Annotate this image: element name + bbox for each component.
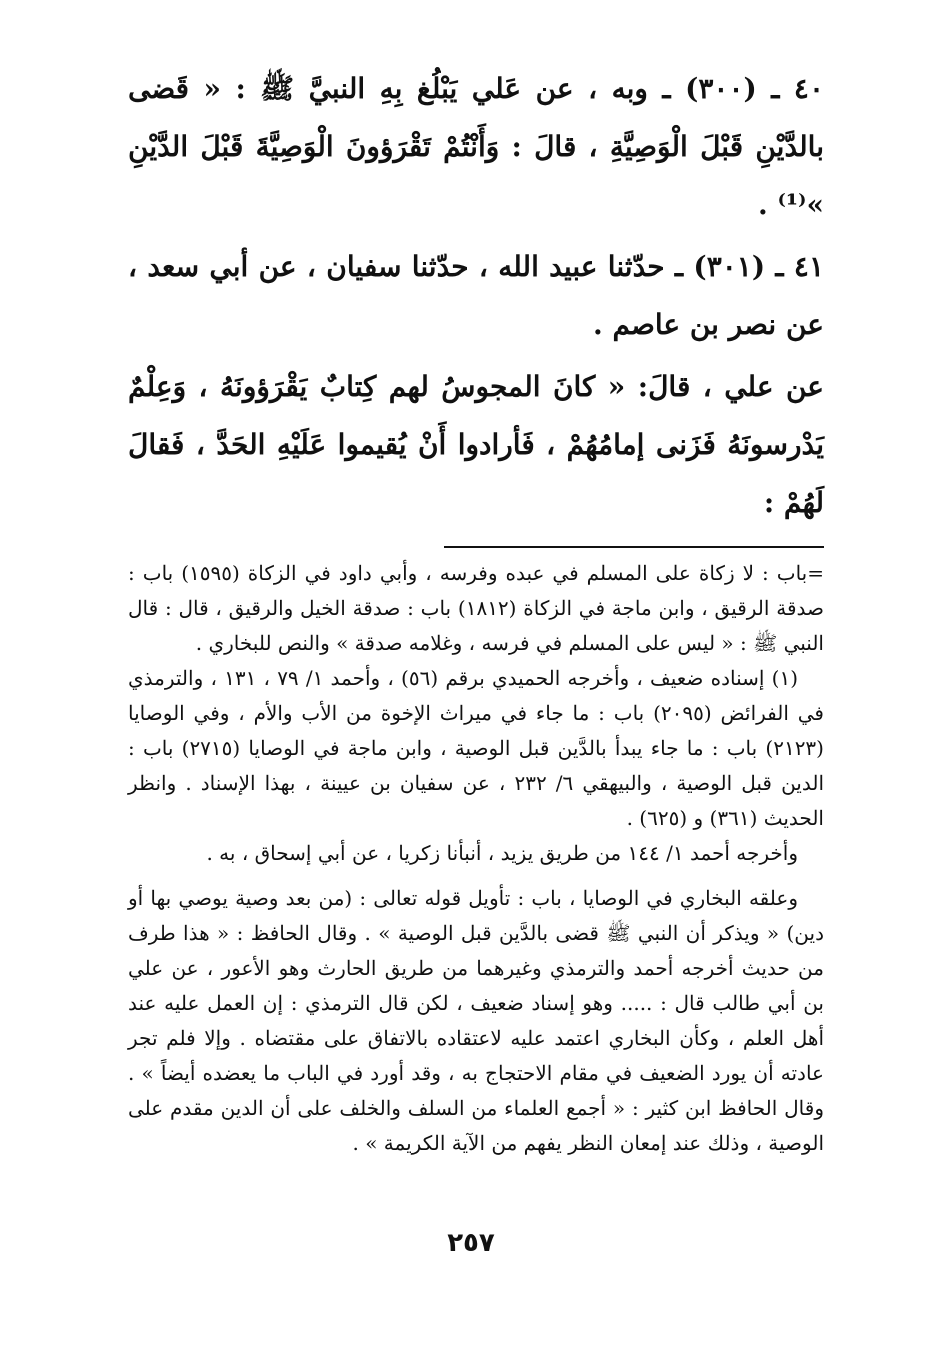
footnote-continuation: =باب : لا زكاة على المسلم في عبده وفرسه ، وأبي داود في الزكاة (١٥٩٥) باب : صدقة الرقيق ، وابن ماجة في الزكاة (١٨١٢) باب : صدقة الخيل والرقيق ، قال : قال النبي ﷺ : « ليس على المسلم في فرسه ، وغلامه صدقة » والنص للبخاري . [128,561,824,655]
hadith-41-matn: عن علي ، قالَ: « كانَ المجوسُ لهم كِتابٌ يَقْرَؤونَهُ ، وَعِلْمٌ يَدْرسونَهُ فَزَنى إمامُهُمْ ، فَأرادوا أَنْ يُقيموا عَلَيْهِ الحَدَّ ، فَقالَ لَهُمْ : [128,370,824,519]
hadith-40: ٤٠ ـ (٣٠٠) ـ وبه ، عن عَلي يَبْلُغ بِهِ النبيَّ ﷺ : « قَضى بالدَّيْنِ قَبْلَ الْوَصِيَّةِ ، قالَ : وَأَنْتُمْ تَقْرَؤونَ الْوَصِيَّةَ قَبْلَ الدَّيْنِ »⁽¹⁾ . [128,72,824,221]
hadith-41-isnad: ٤١ ـ (٣٠١) ـ حدّثنا عبيد الله ، حدّثنا سفيان ، عن أبي سعد ، عن نصر بن عاصم . [128,250,824,341]
footnote-1: (١) إسناده ضعيف ، وأخرجه الحميدي برقم (٥٦) ، وأحمد ١/ ٧٩ ، ١٣١ ، والترمذي في الفرائض (٢٠٩٥) باب : ما جاء في ميراث الإخوة من الأب والأم ، وفي الوصايا (٢١٢٣) باب : ما جاء يبدأ بالدَّين قبل الوصية ، وابن ماجة في الوصايا (٢٧١٥) باب : الدين قبل الوصية ، والبيهقي ٦/ ٢٣٢ ، عن سفيان بن عيينة ، بهذا الإسناد . وانظر الحديث (٣٦١) و (٦٢٥) . [128,666,825,830]
footnotes [128,556,824,1161]
footnote-1-ahmad: وأخرجه أحمد ١/ ١٤٤ من طريق يزيد ، أنبأنا زكريا ، عن أبي إسحاق ، به . [206,841,798,865]
footnote-1-bukhari: وعلقه البخاري في الوصايا ، باب : تأويل قوله تعالى : (من بعد وصية يوصي بها أو دين) « ويذكر أن النبي ﷺ قضى بالدَّين قبل الوصية » . وقال الحافظ : « هذا طرف من حديث أخرجه أحمد والترمذي وغيرهما من طريق الحارث وهو الأعور ، عن علي بن أبي طالب قال : ..... وهو إسناد ضعيف ، لكن قال الترمذي : إن العمل عليه عند أهل العلم ، وكأن البخاري اعتمد عليه لاعتقاده بالاتفاق على مقتضاه . وإلا فلم تجر عادته أن يورد الضعيف في مقام الاحتجاج به ، وقد أورد في الباب ما يعضده أيضاً » . وقال الحافظ ابن كثير : « أجمع العلماء من السلف والخلف على أن الدين مقدم على الوصية ، وذلك عند إمعان النظر يفهم من الآية الكريمة » . [128,886,824,1155]
footnote-divider [444,546,824,548]
main-text [128,60,824,532]
page-body [128,60,824,1161]
page-number: ٢٥٧ [447,1228,495,1258]
